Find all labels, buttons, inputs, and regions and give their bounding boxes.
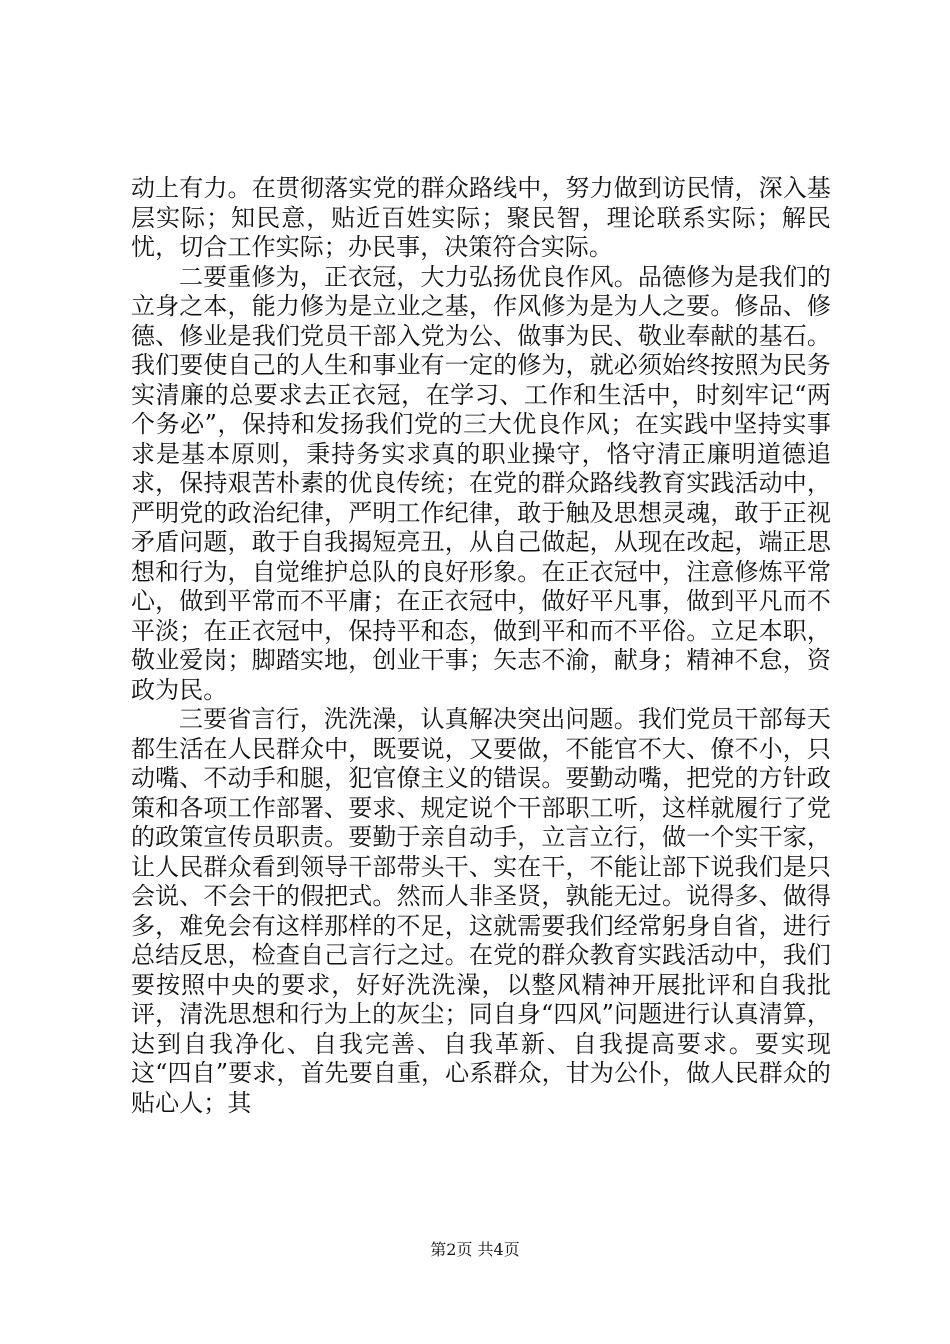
paragraph-cultivation: 二要重修为，正衣冠，大力弘扬优良作风。品德修为是我们的立身之本，能力修为是立业之基，作风修为是为人之要。修品、修德、修业是我们党员干部入党为公、做事为民、敬业奉献的基石。我们要使自己的人生和事业有一定的修为，就必须始终按照为民务实清廉的总要求去正衣冠，在学习、工作和生活中，时刻牢记“两个务必”，保持和发扬我们党的三大优良作风；在实践中坚持实事求是基本原则，秉持务实求真的职业操守，恪守清正廉明道德追求，保持艰苦朴素的优良传统；在党的群众路线教育实践活动中，严明党的政治纪律，严明工作纪律，敢于触及思想灵魂，敢于正视矛盾问题，敢于自我揭短亮丑，从自己做起，从现在改起，端正思想和行为，自觉维护总队的良好形象。在正衣冠中，注意修炼平常心，做到平常而不平庸；在正衣冠中，做好平凡事，做到平凡而不平淡；在正衣冠中，保持平和态，做到平和而不平俗。立足本职，敬业爱岗；脚踏实地，创业干事；矢志不渝，献身；精神不怠，资政为民。 (131, 262, 831, 704)
page-footer: 第2页 共4页 (430, 1240, 520, 1259)
document-body (131, 174, 831, 1118)
paragraph-conduct: 三要省言行，洗洗澡，认真解决突出问题。我们党员干部每天都生活在人民群众中，既要说，又要做，不能官不大、僚不小，只动嘴、不动手和腿，犯官僚主义的错误。要勤动嘴，把党的方针政策和各项工作部署、要求、规定说个干部职工听，这样就履行了党的政策宣传员职责。要勤于亲自动手，立言立行，做一个实干家，让人民群众看到领导干部带头干、实在干，不能让部下说我们是只会说、不会干的假把式。然而人非圣贤，孰能无过。说得多、做得多，难免会有这样那样的不足，这就需要我们经常躬身自省，进行总结反思，检查自己言行之过。在党的群众教育实践活动中，我们要按照中央的要求，好好洗洗澡，以整风精神开展批评和自我批评，清洗思想和行为上的灰尘；同自身“四风”问题进行认真清算，达到自我净化、自我完善、自我革新、自我提高要求。要实现这“四自”要求，首先要自重，心系群众，甘为公仆，做人民群众的贴心人；其 (131, 705, 831, 1117)
paragraph-continuation: 动上有力。在贯彻落实党的群众路线中，努力做到访民情，深入基层实际；知民意，贴近百姓实际；聚民智，理论联系实际；解民忧，切合工作实际；办民事，决策符合实际。 (131, 174, 831, 261)
